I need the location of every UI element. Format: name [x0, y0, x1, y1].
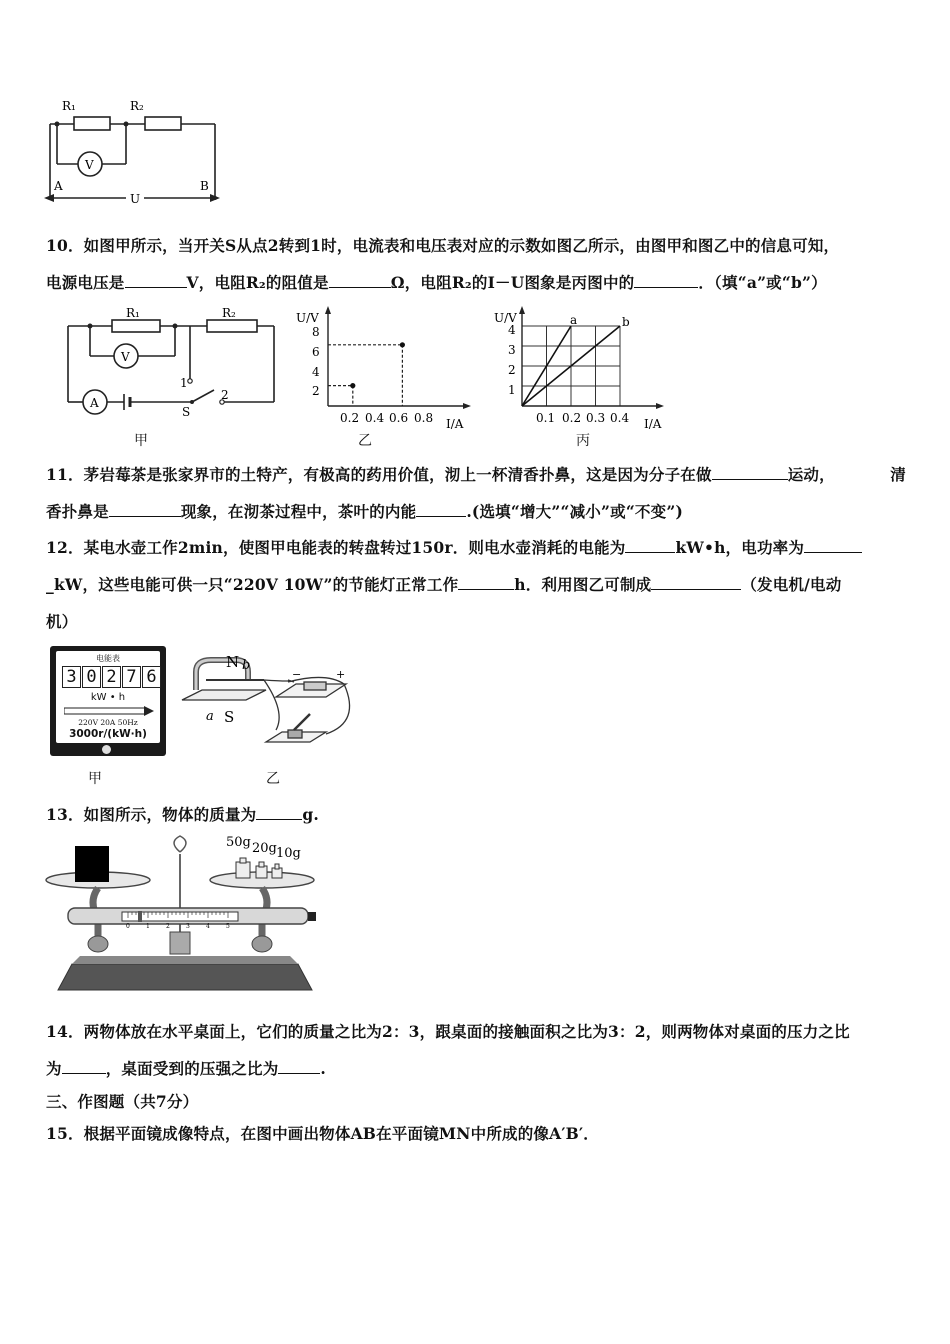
question-15: 15．根据平面镜成像特点，在图中画出物体AB在平面镜MN中所成的像A′B′． — [46, 1124, 599, 1143]
q13-blank-mass[interactable] — [256, 801, 302, 820]
section-3-title: 三、作图题（共7分） — [46, 1092, 199, 1111]
q12-blank-device[interactable] — [651, 571, 741, 590]
q11-blank-motion[interactable] — [712, 461, 788, 480]
gen-label-plus: + — [336, 668, 346, 681]
jia-resistor-r1 — [112, 320, 160, 332]
gen-label-b: b — [242, 658, 251, 673]
q10-circuit-jia — [62, 304, 287, 419]
q12-blank-hours[interactable] — [458, 571, 514, 590]
bing-ytick-4: 4 — [508, 323, 516, 337]
meter-digit: 3 — [62, 666, 81, 688]
q10-blank-voltage[interactable] — [125, 269, 187, 288]
yi-xlabel: I/A — [446, 417, 464, 431]
bing-series-b-label: b — [622, 315, 630, 329]
q12-l1a: 12．某电水壶工作2min，使图甲电能表的转盘转过150r．则电水壶消耗的电能为 — [46, 538, 626, 557]
q10-line2 — [46, 264, 906, 301]
q10-blank-resistance[interactable] — [329, 269, 391, 288]
scale-1: 1 — [146, 923, 150, 930]
q11-l2a: 香扑鼻是 — [46, 502, 109, 521]
q14-l2c: . — [320, 1059, 327, 1078]
q10-blank-graph[interactable] — [634, 269, 698, 288]
q11-l2b: 现象，在沏茶过程中，茶叶的内能 — [180, 502, 417, 521]
yi-ytick-8: 8 — [312, 325, 320, 339]
bing-ylabel: U/V — [494, 311, 517, 325]
q10-part1: 电源电压是 — [46, 273, 125, 292]
q11-line2 — [46, 493, 906, 530]
caption-meter-jia: 甲 — [88, 771, 102, 787]
yi-data-point — [400, 342, 405, 347]
q12-l2a: _kW，这些电能可供一只“220V 10W”的节能灯正常工作 — [46, 575, 459, 594]
q13-text-b: g. — [302, 805, 320, 824]
question-13 — [46, 796, 906, 833]
gen-label-s: S — [224, 708, 235, 726]
jia-resistor-r2 — [207, 320, 257, 332]
bing-ytick-3: 3 — [508, 343, 516, 357]
caption-yi: 乙 — [358, 433, 372, 449]
gen-label-minus: − — [292, 668, 302, 681]
label-voltmeter: V — [85, 158, 94, 172]
meter-spec: 220V 20A 50Hz — [78, 718, 138, 727]
q12-blank-energy[interactable] — [625, 534, 675, 553]
generator-diagram — [176, 652, 361, 762]
q11-line1 — [46, 456, 906, 493]
chart-yi — [288, 306, 473, 431]
yi-ytick-2: 2 — [312, 384, 320, 398]
meter-rate: 3000r/(kW·h) — [69, 728, 147, 740]
magnet-base — [182, 690, 266, 700]
yi-xtick-0.6: 0.6 — [389, 411, 409, 425]
section-3 — [46, 1086, 906, 1150]
yi-ytick-6: 6 — [312, 345, 320, 359]
question-11 — [46, 456, 906, 530]
weight-50g — [236, 862, 250, 878]
object-block — [75, 846, 109, 882]
jia-label-r1: R₁ — [126, 306, 140, 320]
u-magnet-icon — [196, 658, 251, 690]
meter-screw — [102, 745, 111, 754]
q12-line1 — [46, 529, 906, 566]
yi-data-point — [350, 383, 355, 388]
resistor-r1 — [74, 117, 110, 130]
q12-line2 — [46, 566, 906, 603]
meter-face — [56, 651, 160, 743]
label-u: U — [130, 192, 141, 206]
jia-label-a: A — [90, 396, 99, 410]
weight-20g — [256, 866, 267, 878]
jia-label-1: 1 — [180, 376, 188, 390]
scale-5: 5 — [226, 923, 230, 930]
bing-ytick-1: 1 — [508, 383, 516, 397]
q14-blank-pressure-ratio[interactable] — [278, 1055, 320, 1074]
balance-diagram — [40, 832, 330, 1002]
electric-meter — [50, 646, 166, 756]
label-10g: 10g — [276, 846, 301, 861]
q13-text-a: 13．如图所示，物体的质量为 — [46, 805, 257, 824]
jia-label-r2: R₂ — [222, 306, 236, 320]
label-a: A — [54, 179, 63, 193]
q11-l1a: 11．茅岩莓茶是张家界市的土特产，有极高的药用价值，沏上一杯清香扑鼻，这是因为分子在做 — [46, 465, 712, 484]
bing-xtick-0.3: 0.3 — [586, 411, 606, 425]
yi-ylabel: U/V — [296, 311, 319, 325]
jia-label-2: 2 — [221, 388, 229, 402]
jia-label-s: S — [182, 405, 191, 419]
label-b: B — [200, 179, 209, 193]
bing-xtick-0.1: 0.1 — [536, 411, 556, 425]
balance-base — [58, 964, 312, 990]
scale-2: 2 — [166, 923, 170, 930]
q11-l2c: .(选填“增大”“减小”或“不变”) — [466, 502, 683, 521]
q10-line1: 10．如图甲所示，当开关S从点2转到1时，电流表和电压表对应的示数如图乙所示，由图甲和图乙中的信息可知， — [46, 236, 840, 255]
resistor-r2 — [145, 117, 181, 130]
rider — [138, 911, 142, 922]
label-r2: R₂ — [130, 99, 144, 113]
label-20g: 20g — [252, 841, 277, 856]
caption-bing: 丙 — [576, 433, 590, 449]
meter-digit: 6 — [142, 666, 161, 688]
scale-4: 4 — [206, 923, 210, 930]
question-12 — [46, 529, 906, 640]
yi-xtick-0.8: 0.8 — [414, 411, 434, 425]
caption-jia: 甲 — [134, 433, 148, 449]
q13-line — [46, 796, 906, 833]
meter-digit: 2 — [102, 666, 121, 688]
q12-l2c: （发电机/电动 — [741, 575, 842, 594]
yi-xtick-0.2: 0.2 — [340, 411, 360, 425]
meter-title: 电能表 — [96, 654, 120, 663]
gen-label-n: N — [226, 653, 240, 671]
q10-part2: V，电阻R₂的阻值是 — [186, 273, 329, 292]
bing-xlabel: I/A — [644, 417, 662, 431]
q14-l2b: ，桌面受到的压强之比为 — [105, 1059, 279, 1078]
meter-digits — [62, 666, 161, 688]
meter-unit: kW • h — [90, 692, 126, 703]
q11-blank-energy[interactable] — [416, 498, 466, 517]
q11-l1b: 运动， — [787, 465, 835, 484]
q14-line1: 14．两物体放在水平桌面上，它们的质量之比为2：3，跟桌面的接触面积之比为3：2，则两物体对桌面的压力之比 — [46, 1022, 850, 1041]
label-r1: R₁ — [62, 99, 76, 113]
bing-ytick-2: 2 — [508, 363, 516, 377]
scale-0: 0 — [126, 923, 130, 930]
meter-disc-arrow — [64, 706, 154, 716]
q14-l2a: 为 — [46, 1059, 62, 1078]
question-10 — [46, 227, 906, 301]
yi-xtick-0.4: 0.4 — [365, 411, 385, 425]
bing-xtick-0.2: 0.2 — [562, 411, 582, 425]
q10-part3: Ω，电阻R₂的I－U图象是丙图中的 — [390, 273, 635, 292]
bing-series-a-label: a — [570, 313, 578, 327]
meter-digit: 0 — [82, 666, 101, 688]
chart-bing — [488, 306, 668, 431]
question-14 — [46, 1013, 906, 1087]
meter-digit: 7 — [122, 666, 141, 688]
yi-ytick-4: 4 — [312, 365, 320, 379]
q12-blank-power[interactable] — [804, 534, 862, 553]
bing-xtick-0.4: 0.4 — [610, 411, 630, 425]
jia-label-v: V — [121, 350, 130, 364]
q12-line3: 机） — [46, 612, 78, 631]
q14-blank-force-ratio[interactable] — [62, 1055, 106, 1074]
gen-label-a: a — [206, 709, 214, 724]
q11-blank-phenomenon[interactable] — [109, 498, 181, 517]
scale-3: 3 — [186, 923, 190, 930]
q14-line2 — [46, 1050, 906, 1087]
q11-l1c: 清 — [890, 465, 906, 484]
q10-part4: ．（填“a”或“b”） — [698, 273, 827, 292]
label-50g: 50g — [226, 835, 251, 850]
q12-l2b: h．利用图乙可制成 — [514, 575, 652, 594]
caption-generator-yi: 乙 — [266, 771, 280, 787]
knife-switch-icon — [294, 714, 310, 730]
top-circuit-diagram — [40, 92, 230, 210]
q12-l1b: kW•h，电功率为 — [675, 538, 805, 557]
